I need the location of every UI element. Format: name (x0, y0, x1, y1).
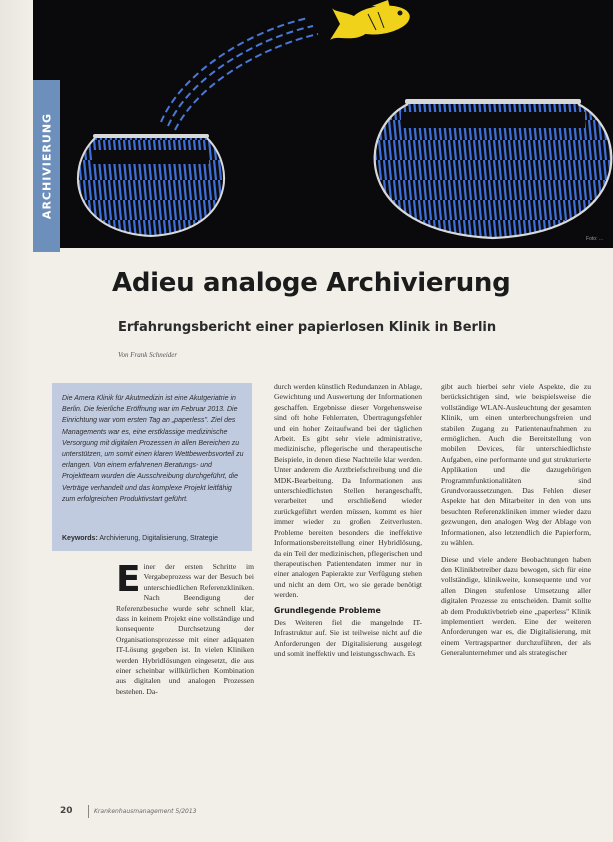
text-column-3 (441, 382, 591, 659)
drop-cap: E (116, 559, 141, 600)
page-number: 20 (60, 806, 73, 816)
fishbowl-illustration (33, 0, 613, 248)
journal-name: Krankenhausmanagement 5/2013 (94, 808, 197, 815)
column-2-section-text: Des Weiteren fiel die mangelnde IT-Infrastruktur auf. Sie ist teilweise nicht auf die Anforderungen der Digitalisierung ausgelegt und somit ineffektiv und leistungsschwach. Es (274, 617, 422, 659)
hero-illustration (33, 0, 613, 248)
text-column-1 (116, 559, 254, 697)
keywords-line (62, 535, 252, 542)
text-column-2 (274, 382, 422, 660)
keywords-value: Archivierung, Digitalisierung, Strategie (99, 535, 219, 542)
footer-divider (88, 805, 89, 818)
jump-trail (161, 18, 318, 130)
abstract-text: Die Amera Klinik für Akutmedizin ist eine Akutgeriatrie in Berlin. Die feierliche Eröffnung war im Februar 2013. Die Einrichtung war vom ersten Tag an „paperless". Ziel des Managements war es, eine erstklassige medizinische Versorgung mit digitalen Prozessen in allen Bereichen zu unterstützen, um somit einen klaren Wettbewerbsvorteil zu erlangen. Von einem erfahrenen Beratungs- und Projektteam wurden die Ausschreibung durchgeführt, die Verträge verhandelt und das komplexe Projekt leitfähig zum erfolgreichen Produktivstart geführt. (62, 395, 244, 503)
column-3-paragraph-1: gibt auch hierbei sehr viele Aspekte, die zu berücksichtigen sind, wie beispielsweise die vollständige WLAN-Ausleuchtung der gesamten Klinik, um einen unterbrechungsfreien und stabilen Zugang zu Patientenaufnahmen zu ermöglichen. Auch die Bereitstellung von mobilen Devices, für unterschiedlichste Aufgaben, eine performante und gut strukturierte Applikation und die dazugehörigen Programmfunktionalitäten sind Grundvoraussetzungen. Das Fehlen dieser Aspekte hat den Mitarbeiter in den von uns besuchten Referenzkliniken immer wieder dazu gezwungen, den analogen Weg der Ablage von Informationen, also letztendlich die Papierform, zu wählen. (441, 382, 591, 548)
small-fishbowl (78, 134, 224, 236)
scan-margin (0, 0, 33, 842)
column-3-paragraph-2: Diese und viele andere Beobachtungen haben den Klinikbetreiber dazu bewogen, sich für eine vollständige, klinikweite, konsequente und vor allen Dingen stufenlose Umsetzung aller digitalen Prozesse zu entscheiden. Damit sollte ab dem Produktivbetrieb eine „paperless" Klinik implementiert werden. Eine der weiteren Anforderungen war es, die Digitalisierung, mit einem Vertragspartner durchzuführen, der als Generalunternehmer und als strategischer (441, 554, 591, 658)
section-tab-label: ARCHIVIERUNG (40, 112, 53, 220)
goldfish (330, 0, 412, 40)
article-headline: Adieu analoge Archivierung (112, 268, 511, 298)
section-heading: Grundlegende Probleme (274, 605, 381, 615)
photo-credit: Foto: ... (586, 236, 603, 242)
abstract-box (52, 383, 252, 551)
column-2-text: durch werden künstlich Redundanzen in Ablage, Gewichtung und Auswertung der Informationen geschaffen. Ergebnisse dieser Vorgehensweise sind oft hohe Fehlerraten, Übertragungsfehler und ein hoher Zeitaufwand bei der täglichen Arbeit. Es gibt sehr viele administrative, medizinische, pflegerische und therapeutische Beispiele, in denen diese Nachteile klar werden. Unter anderem die Arztbriefschreibung und die MDK-Bearbeitung. Da Informationen aus unterschiedlichsten Stellen herangeschafft, verarbeitet und erschließend wieder zurückgeführt werden müssen, kommt es hier immer wieder zu großen Zeitverlusten. Probleme bereiten besonders die ineffektive Informationsbereitstellung einer Hybridlösung, da ein Teil der medizinischen, pflegerischen und therapeutischen Patientendaten immer nur in einer analogen Papierakte zur Verfügung stehen und nicht an dem Ort, wo sie gerade benötigt werden. (274, 382, 422, 600)
article-subheadline: Erfahrungsbericht einer papierlosen Klinik in Berlin (118, 320, 497, 335)
keywords-label: Keywords: (62, 535, 98, 542)
author-byline: Von Frank Schneider (118, 351, 178, 359)
column-1-text: iner der ersten Schritte im Vergabeprozess war der Besuch bei unterschiedlichen Referenzkliniken. Nach Beendigung der Referenzbesuche wurde sehr schnell klar, dass in keinem Projekt eine vollständige und konsequente Durchsetzung der Organisationsprozesse mit einer adäquaten IT-Lösung gegeben ist. In vielen Kliniken werden Hybridlösungen eingesetzt, die aus einer scheinbar willkürlichen Kombination aus digitalen und analogen Prozessen bestehen. Da- (116, 562, 254, 696)
large-fishbowl (375, 99, 612, 238)
section-tab (33, 80, 60, 252)
